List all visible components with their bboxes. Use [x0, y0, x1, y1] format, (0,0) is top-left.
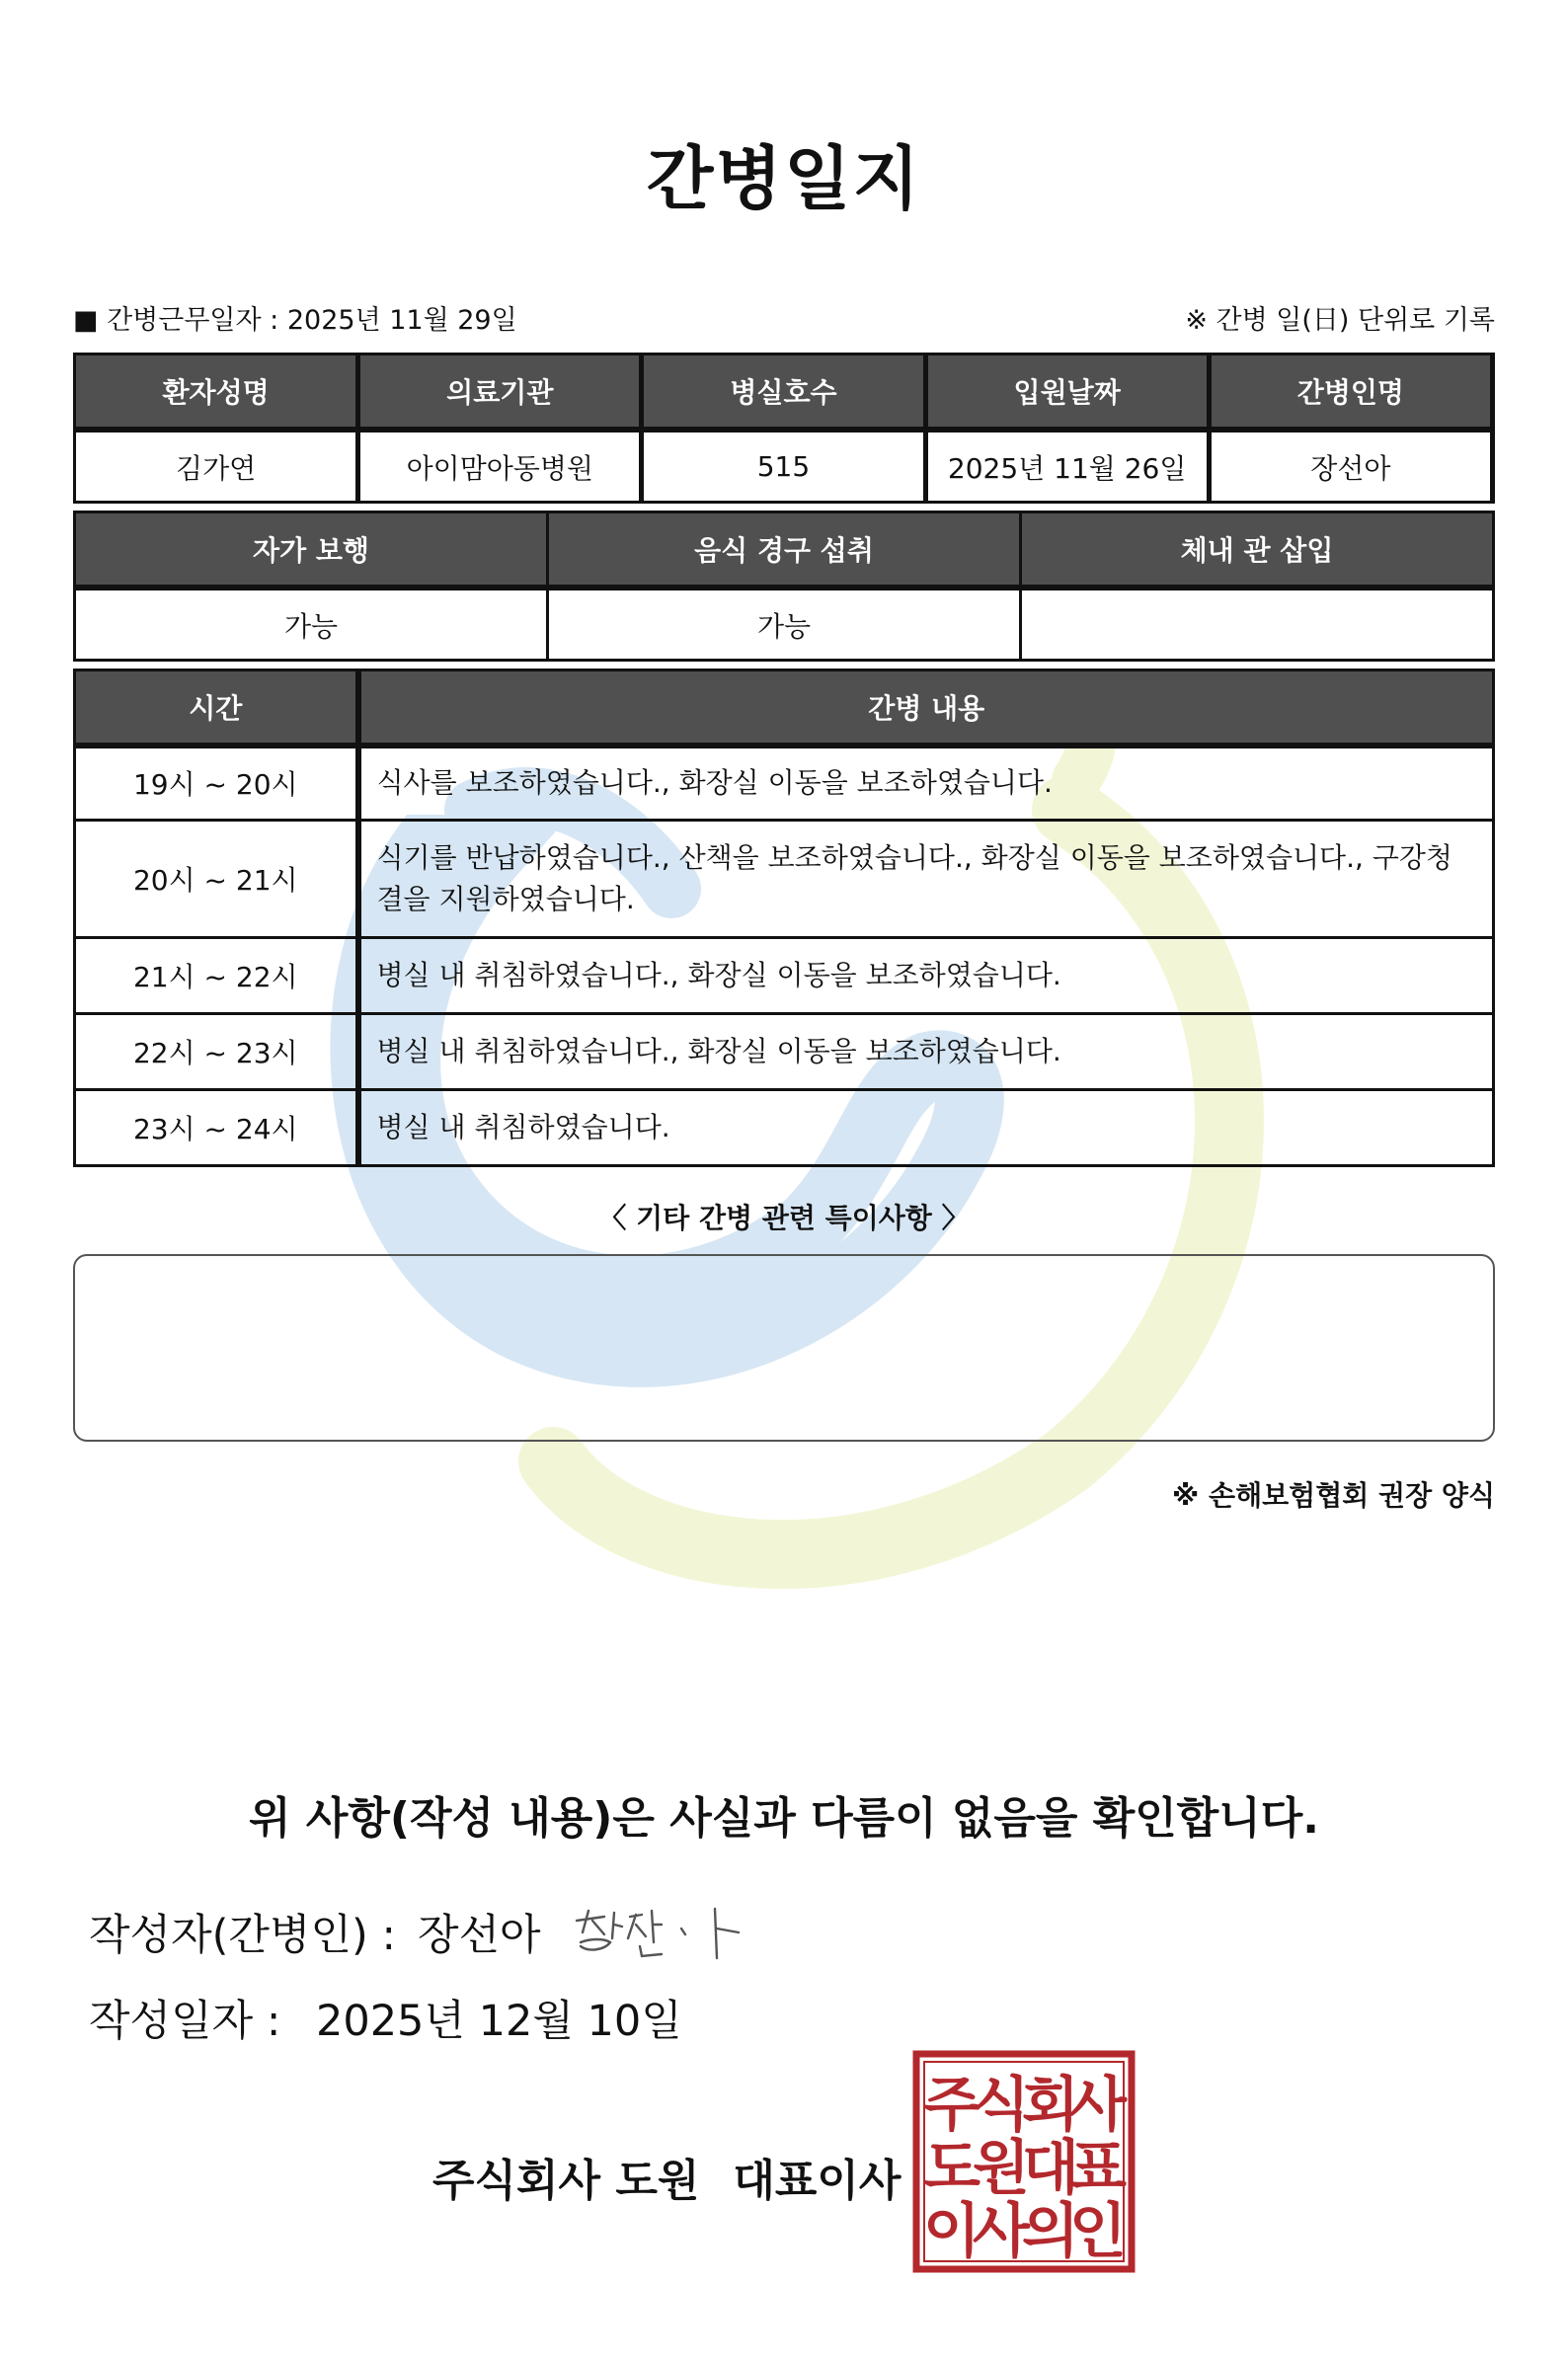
care-log-header-row [75, 670, 1494, 747]
confirmation-statement: 위 사항(작성 내용)은 사실과 다름이 없음을 확인합니다. [249, 1793, 1319, 1844]
table-row [75, 1013, 1494, 1089]
header-room-number: 병실호수 [642, 354, 925, 431]
work-date-label: ■ 간병근무일자 : [73, 305, 279, 336]
caregiver-name: 장선아 [1209, 430, 1492, 503]
care-content: 병실 내 취침하였습니다., 화장실 이동을 보조하였습니다. [358, 937, 1494, 1013]
time-slot: 23시 ~ 24시 [75, 1089, 358, 1165]
company-signature-line [432, 2145, 901, 2208]
svg-text:의: 의 [1022, 2197, 1079, 2266]
svg-text:사: 사 [973, 2197, 1030, 2266]
svg-text:표: 표 [1069, 2134, 1127, 2203]
svg-text:식: 식 [973, 2071, 1030, 2140]
work-date-value: 2025년 11월 29일 [286, 305, 517, 336]
svg-text:주: 주 [923, 2071, 980, 2140]
writer-line [89, 1899, 748, 1964]
svg-text:도: 도 [923, 2134, 980, 2203]
writer-label: 작성자(간병인) : [89, 1910, 396, 1960]
work-date [73, 298, 517, 337]
notes-box [73, 1254, 1495, 1442]
time-slot: 21시 ~ 22시 [75, 937, 358, 1013]
table-row [75, 1089, 1494, 1165]
header-oral-intake: 음식 경구 섭취 [548, 512, 1021, 589]
table-row [75, 746, 1494, 820]
hospital-name: 아이맘아동병원 [358, 430, 642, 503]
oral-intake-value: 가능 [548, 588, 1021, 661]
record-unit-note: ※ 간병 일(日) 단위로 기록 [1185, 305, 1495, 336]
status-value-row [75, 588, 1494, 661]
self-walking-value: 가능 [75, 588, 548, 661]
svg-text:사: 사 [1069, 2071, 1127, 2140]
svg-text:대: 대 [1022, 2134, 1079, 2203]
header-tube-insertion: 체내 관 삽입 [1021, 512, 1494, 589]
care-content: 식사를 보조하였습니다., 화장실 이동을 보조하였습니다. [358, 746, 1494, 820]
patient-status-table [73, 511, 1495, 662]
document-title: 간병일지 [646, 138, 922, 219]
tube-insertion-value [1021, 588, 1494, 661]
written-date-value: 2025년 12월 10일 [315, 1997, 682, 2046]
table-row [75, 820, 1494, 937]
svg-text:원: 원 [973, 2134, 1030, 2203]
form-note: ※ 손해보험협회 권장 양식 [1172, 1479, 1495, 1512]
table-row [75, 937, 1494, 1013]
written-date-label: 작성일자 : [89, 1997, 281, 2046]
header-patient-name: 환자성명 [75, 354, 358, 431]
written-date-line [89, 1988, 682, 2048]
patient-info-table [73, 353, 1495, 504]
company-title: 대표이사 [733, 2156, 902, 2206]
care-content: 병실 내 취침하였습니다. [358, 1089, 1494, 1165]
company-seal-stamp [912, 2050, 1136, 2273]
care-content: 병실 내 취침하였습니다., 화장실 이동을 보조하였습니다. [358, 1013, 1494, 1089]
time-slot: 22시 ~ 23시 [75, 1013, 358, 1089]
room-number: 515 [642, 430, 925, 503]
patient-value-row [75, 430, 1493, 503]
header-caregiver-name: 간병인명 [1209, 354, 1492, 431]
patient-name: 김가연 [75, 430, 358, 503]
time-slot: 19시 ~ 20시 [75, 746, 358, 820]
svg-text:이: 이 [923, 2197, 980, 2266]
time-slot: 20시 ~ 21시 [75, 820, 358, 937]
header-self-walking: 자가 보행 [75, 512, 548, 589]
svg-text:회: 회 [1022, 2071, 1079, 2140]
header-care-content: 간병 내용 [358, 670, 1494, 747]
care-content: 식기를 반납하였습니다., 산책을 보조하였습니다., 화장실 이동을 보조하였습니다., 구강청결을 지원하였습니다. [358, 820, 1494, 937]
admission-date: 2025년 11월 26일 [925, 430, 1209, 503]
header-hospital: 의료기관 [358, 354, 642, 431]
svg-text:인: 인 [1069, 2197, 1127, 2266]
writer-name: 장선아 [417, 1910, 541, 1960]
header-time: 시간 [75, 670, 358, 747]
care-log-table [73, 669, 1495, 1167]
company-name: 주식회사 도원 [432, 2156, 700, 2206]
status-header-row [75, 512, 1494, 589]
patient-header-row [75, 354, 1493, 431]
header-admission-date: 입원날짜 [925, 354, 1209, 431]
handwritten-signature [571, 1899, 748, 1964]
notes-title: 〈 기타 간병 관련 특이사항 〉 [598, 1202, 970, 1234]
